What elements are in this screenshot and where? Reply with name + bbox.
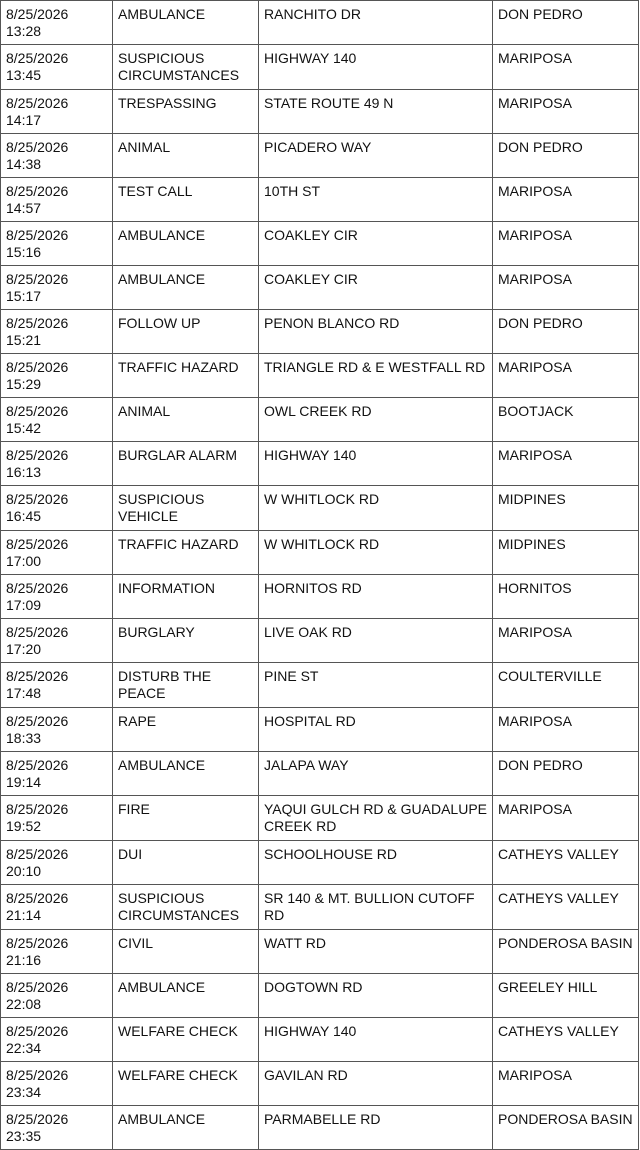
area-cell: MARIPOSA	[493, 266, 639, 310]
datetime-cell: 8/25/2026 19:52	[1, 796, 113, 841]
table-row	[1, 752, 639, 796]
datetime-cell: 8/25/2026 22:34	[1, 1018, 113, 1062]
area-cell: MARIPOSA	[493, 45, 639, 90]
incident-type-cell: BURGLAR ALARM	[113, 442, 259, 486]
area-cell: MARIPOSA	[493, 178, 639, 222]
table-row	[1, 134, 639, 178]
datetime-cell: 8/25/2026 21:14	[1, 885, 113, 930]
incident-type-cell: AMBULANCE	[113, 1106, 259, 1150]
incident-type-cell: AMBULANCE	[113, 222, 259, 266]
table-row	[1, 266, 639, 310]
table-row	[1, 442, 639, 486]
location-cell: PINE ST	[259, 663, 493, 708]
location-cell: STATE ROUTE 49 N	[259, 90, 493, 134]
datetime-cell: 8/25/2026 14:17	[1, 90, 113, 134]
area-cell: MARIPOSA	[493, 90, 639, 134]
table-row	[1, 575, 639, 619]
datetime-cell: 8/25/2026 17:00	[1, 531, 113, 575]
location-cell: GAVILAN RD	[259, 1062, 493, 1106]
area-cell: DON PEDRO	[493, 134, 639, 178]
area-cell: MIDPINES	[493, 486, 639, 531]
location-cell: PENON BLANCO RD	[259, 310, 493, 354]
location-cell: HORNITOS RD	[259, 575, 493, 619]
datetime-cell: 8/25/2026 14:57	[1, 178, 113, 222]
datetime-cell: 8/25/2026 18:33	[1, 708, 113, 752]
incident-type-cell: TRESPASSING	[113, 90, 259, 134]
location-cell: TRIANGLE RD & E WESTFALL RD	[259, 354, 493, 398]
area-cell: GREELEY HILL	[493, 974, 639, 1018]
location-cell: HIGHWAY 140	[259, 1018, 493, 1062]
location-cell: JALAPA WAY	[259, 752, 493, 796]
datetime-cell: 8/25/2026 13:45	[1, 45, 113, 90]
table-row	[1, 1, 639, 45]
area-cell: MARIPOSA	[493, 1062, 639, 1106]
datetime-cell: 8/25/2026 16:45	[1, 486, 113, 531]
table-row	[1, 841, 639, 885]
location-cell: PARMABELLE RD	[259, 1106, 493, 1150]
area-cell: CATHEYS VALLEY	[493, 1018, 639, 1062]
incident-type-cell: SUSPICIOUS VEHICLE	[113, 486, 259, 531]
table-row	[1, 45, 639, 90]
incident-type-cell: INFORMATION	[113, 575, 259, 619]
incident-type-cell: ANIMAL	[113, 398, 259, 442]
location-cell: DOGTOWN RD	[259, 974, 493, 1018]
table-row	[1, 531, 639, 575]
area-cell: HORNITOS	[493, 575, 639, 619]
location-cell: SR 140 & MT. BULLION CUTOFF RD	[259, 885, 493, 930]
location-cell: COAKLEY CIR	[259, 222, 493, 266]
table-row	[1, 619, 639, 663]
datetime-cell: 8/25/2026 17:48	[1, 663, 113, 708]
incident-type-cell: FOLLOW UP	[113, 310, 259, 354]
area-cell: MARIPOSA	[493, 708, 639, 752]
area-cell: MARIPOSA	[493, 619, 639, 663]
location-cell: HIGHWAY 140	[259, 442, 493, 486]
table-row	[1, 796, 639, 841]
datetime-cell: 8/25/2026 15:29	[1, 354, 113, 398]
datetime-cell: 8/25/2026 15:21	[1, 310, 113, 354]
table-row	[1, 222, 639, 266]
location-cell: 10TH ST	[259, 178, 493, 222]
incident-type-cell: DISTURB THE PEACE	[113, 663, 259, 708]
area-cell: MARIPOSA	[493, 442, 639, 486]
table-row	[1, 1062, 639, 1106]
incident-type-cell: TRAFFIC HAZARD	[113, 354, 259, 398]
table-row	[1, 930, 639, 974]
area-cell: DON PEDRO	[493, 1, 639, 45]
table-row	[1, 974, 639, 1018]
location-cell: OWL CREEK RD	[259, 398, 493, 442]
datetime-cell: 8/25/2026 15:17	[1, 266, 113, 310]
table-row	[1, 1018, 639, 1062]
location-cell: LIVE OAK RD	[259, 619, 493, 663]
area-cell: CATHEYS VALLEY	[493, 885, 639, 930]
incident-type-cell: AMBULANCE	[113, 752, 259, 796]
area-cell: DON PEDRO	[493, 310, 639, 354]
location-cell: SCHOOLHOUSE RD	[259, 841, 493, 885]
incident-type-cell: DUI	[113, 841, 259, 885]
incident-type-cell: WELFARE CHECK	[113, 1018, 259, 1062]
datetime-cell: 8/25/2026 22:08	[1, 974, 113, 1018]
incident-type-cell: TEST CALL	[113, 178, 259, 222]
table-row	[1, 708, 639, 752]
table-row	[1, 1106, 639, 1150]
location-cell: W WHITLOCK RD	[259, 486, 493, 531]
incident-type-cell: BURGLARY	[113, 619, 259, 663]
incident-type-cell: AMBULANCE	[113, 266, 259, 310]
datetime-cell: 8/25/2026 19:14	[1, 752, 113, 796]
table-row	[1, 178, 639, 222]
datetime-cell: 8/25/2026 17:20	[1, 619, 113, 663]
incident-type-cell: SUSPICIOUS CIRCUMSTANCES	[113, 45, 259, 90]
area-cell: MARIPOSA	[493, 796, 639, 841]
location-cell: PICADERO WAY	[259, 134, 493, 178]
location-cell: HIGHWAY 140	[259, 45, 493, 90]
location-cell: W WHITLOCK RD	[259, 531, 493, 575]
datetime-cell: 8/25/2026 23:35	[1, 1106, 113, 1150]
table-row	[1, 885, 639, 930]
datetime-cell: 8/25/2026 21:16	[1, 930, 113, 974]
area-cell: DON PEDRO	[493, 752, 639, 796]
location-cell: RANCHITO DR	[259, 1, 493, 45]
table-row	[1, 663, 639, 708]
location-cell: COAKLEY CIR	[259, 266, 493, 310]
incident-type-cell: RAPE	[113, 708, 259, 752]
incident-type-cell: SUSPICIOUS CIRCUMSTANCES	[113, 885, 259, 930]
location-cell: YAQUI GULCH RD & GUADALUPE CREEK RD	[259, 796, 493, 841]
incident-type-cell: ANIMAL	[113, 134, 259, 178]
incident-type-cell: CIVIL	[113, 930, 259, 974]
area-cell: MIDPINES	[493, 531, 639, 575]
area-cell: MARIPOSA	[493, 354, 639, 398]
datetime-cell: 8/25/2026 20:10	[1, 841, 113, 885]
datetime-cell: 8/25/2026 15:16	[1, 222, 113, 266]
area-cell: BOOTJACK	[493, 398, 639, 442]
datetime-cell: 8/25/2026 17:09	[1, 575, 113, 619]
area-cell: MARIPOSA	[493, 222, 639, 266]
incident-type-cell: WELFARE CHECK	[113, 1062, 259, 1106]
area-cell: PONDEROSA BASIN	[493, 1106, 639, 1150]
table-row	[1, 310, 639, 354]
datetime-cell: 8/25/2026 15:42	[1, 398, 113, 442]
table-row	[1, 354, 639, 398]
table-row	[1, 398, 639, 442]
table-row	[1, 90, 639, 134]
location-cell: WATT RD	[259, 930, 493, 974]
area-cell: COULTERVILLE	[493, 663, 639, 708]
location-cell: HOSPITAL RD	[259, 708, 493, 752]
table-row	[1, 486, 639, 531]
datetime-cell: 8/25/2026 16:13	[1, 442, 113, 486]
datetime-cell: 8/25/2026 23:34	[1, 1062, 113, 1106]
incident-type-cell: AMBULANCE	[113, 1, 259, 45]
datetime-cell: 8/25/2026 13:28	[1, 1, 113, 45]
incident-type-cell: FIRE	[113, 796, 259, 841]
area-cell: CATHEYS VALLEY	[493, 841, 639, 885]
incident-type-cell: TRAFFIC HAZARD	[113, 531, 259, 575]
area-cell: PONDEROSA BASIN	[493, 930, 639, 974]
datetime-cell: 8/25/2026 14:38	[1, 134, 113, 178]
incident-type-cell: AMBULANCE	[113, 974, 259, 1018]
